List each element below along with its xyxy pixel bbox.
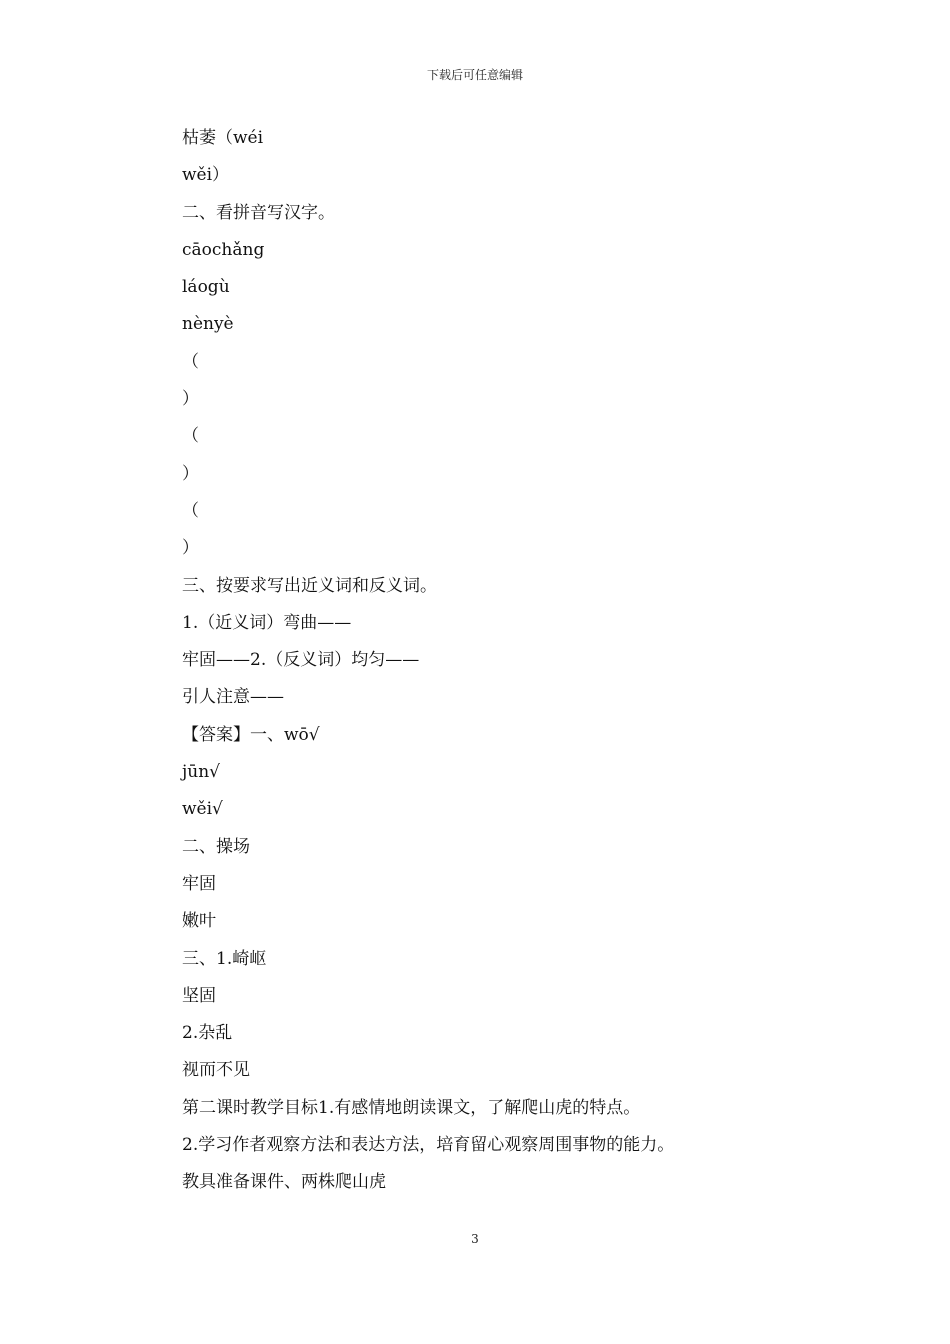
answer-heading: 【答案】一、wō√	[182, 724, 320, 745]
text-line: ）	[182, 463, 199, 484]
section-heading: 二、看拼音写汉字。	[182, 202, 335, 223]
document-body	[182, 120, 822, 1202]
section-heading: 三、按要求写出近义词和反义词。	[182, 575, 437, 596]
text-line: 引人注意——	[182, 687, 284, 708]
text-line: wěi）	[182, 165, 230, 186]
page-number: 3	[471, 1232, 479, 1246]
text-line: 三、1.崎岖	[182, 948, 267, 969]
text-line: 嫩叶	[182, 911, 216, 932]
text-line: 教具准备课件、两株爬山虎	[182, 1172, 386, 1193]
text-line: （	[182, 426, 199, 447]
text-line: wěi√	[182, 799, 223, 820]
text-line: 视而不见	[182, 1060, 250, 1081]
text-line: láogù	[182, 277, 230, 298]
text-line: 二、操场	[182, 836, 250, 857]
text-line: 牢固	[182, 873, 216, 894]
text-line: 2.学习作者观察方法和表达方法，培育留心观察周围事物的能力。	[182, 1135, 675, 1156]
page-header: 下载后可任意编辑	[426, 68, 523, 82]
text-line: 第二课时教学目标1.有感情地朗读课文，了解爬山虎的特点。	[182, 1097, 641, 1118]
text-line: cāochǎng	[182, 239, 265, 260]
text-line: ）	[182, 389, 199, 410]
text-line: 坚固	[182, 985, 216, 1006]
text-line: ）	[182, 538, 199, 559]
text-line: 枯萎（wéi	[182, 128, 264, 148]
text-line: jūn√	[182, 762, 221, 783]
text-line: 牢固——2.（反义词）均匀——	[182, 650, 420, 671]
text-line: （	[182, 351, 199, 372]
text-line: 1.（近义词）弯曲——	[182, 612, 352, 633]
text-line: 2.杂乱	[182, 1023, 233, 1044]
text-line: （	[182, 500, 199, 521]
text-line: nènyè	[182, 314, 234, 335]
